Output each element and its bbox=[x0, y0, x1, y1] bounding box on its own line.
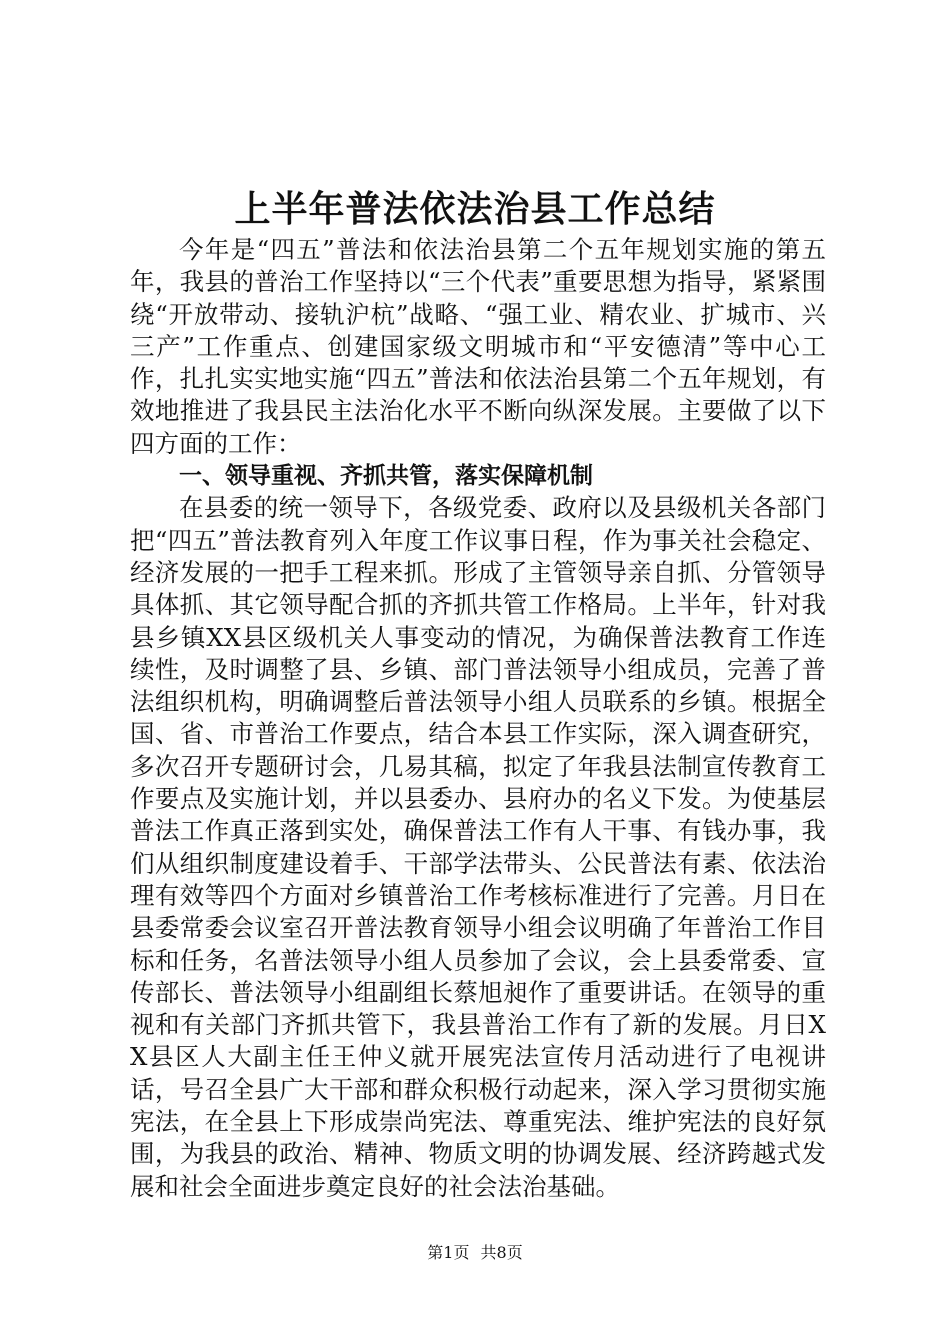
page-footer bbox=[0, 1241, 950, 1265]
intro-paragraph: 今年是“四五”普法和依法治县第二个五年规划实施的第五年，我县的普治工作坚持以“三个代表”重要思想为指导，紧紧围绕“开放带动、接轨沪杭”战略、“强工业、精农业、扩城市、兴三产”工作重点、创建国家级文明城市和“平安德清”等中心工作，扎扎实实地实施“四五”普法和依法治县第二个五年规划，有效地推进了我县民主法治化水平不断向纵深发展。主要做了以下四方面的工作： bbox=[130, 235, 826, 458]
page-total: 共8页 bbox=[480, 1243, 523, 1262]
document-title: 上半年普法依法治县工作总结 bbox=[234, 188, 716, 230]
section-heading-1: 一、领导重视、齐抓共管，落实保障机制 bbox=[179, 463, 593, 490]
section-1-paragraph: 在县委的统一领导下，各级党委、政府以及县级机关各部门把“四五”普法教育列入年度工作议事日程，作为事关社会稳定、经济发展的一把手工程来抓。形成了主管领导亲自抓、分管领导具体抓、其它领导配合抓的齐抓共管工作格局。上半年，针对我县乡镇XX县区级机关人事变动的情况，为确保普法教育工作连续性，及时调整了县、乡镇、部门普法领导小组成员，完善了普法组织机构，明确调整后普法领导小组人员联系的乡镇。根据全国、省、市普治工作要点，结合本县工作实际，深入调查研究，多次召开专题研讨会，几易其稿，拟定了年我县法制宣传教育工作要点及实施计划，并以县委办、县府办的名义下发。为使基层普法工作真正落到实处，确保普法工作有人干事、有钱办事，我们从组织制度建设着手、干部学法带头、公民普法有素、依法治理有效等四个方面对乡镇普治工作考核标准进行了完善。月日在县委常委会议室召开普法教育领导小组会议明确了年普治工作目标和任务，名普法领导小组人员参加了会议，会上县委常委、宣传部长、普法领导小组副组长蔡旭昶作了重要讲话。在领导的重视和有关部门齐抓共管下，我县普治工作有了新的发展。月日XX县区人大副主任王仲义就开展宪法宣传月活动进行了电视讲话，号召全县广大干部和群众积极行动起来，深入学习贯彻实施宪法，在全县上下形成崇尚宪法、尊重宪法、维护宪法的良好氛围，为我县的政治、精神、物质文明的协调发展、经济跨越式发展和社会全面进步奠定良好的社会法治基础。 bbox=[130, 493, 826, 1201]
page-number: 第1页 bbox=[427, 1243, 470, 1262]
document-body bbox=[130, 234, 826, 1203]
